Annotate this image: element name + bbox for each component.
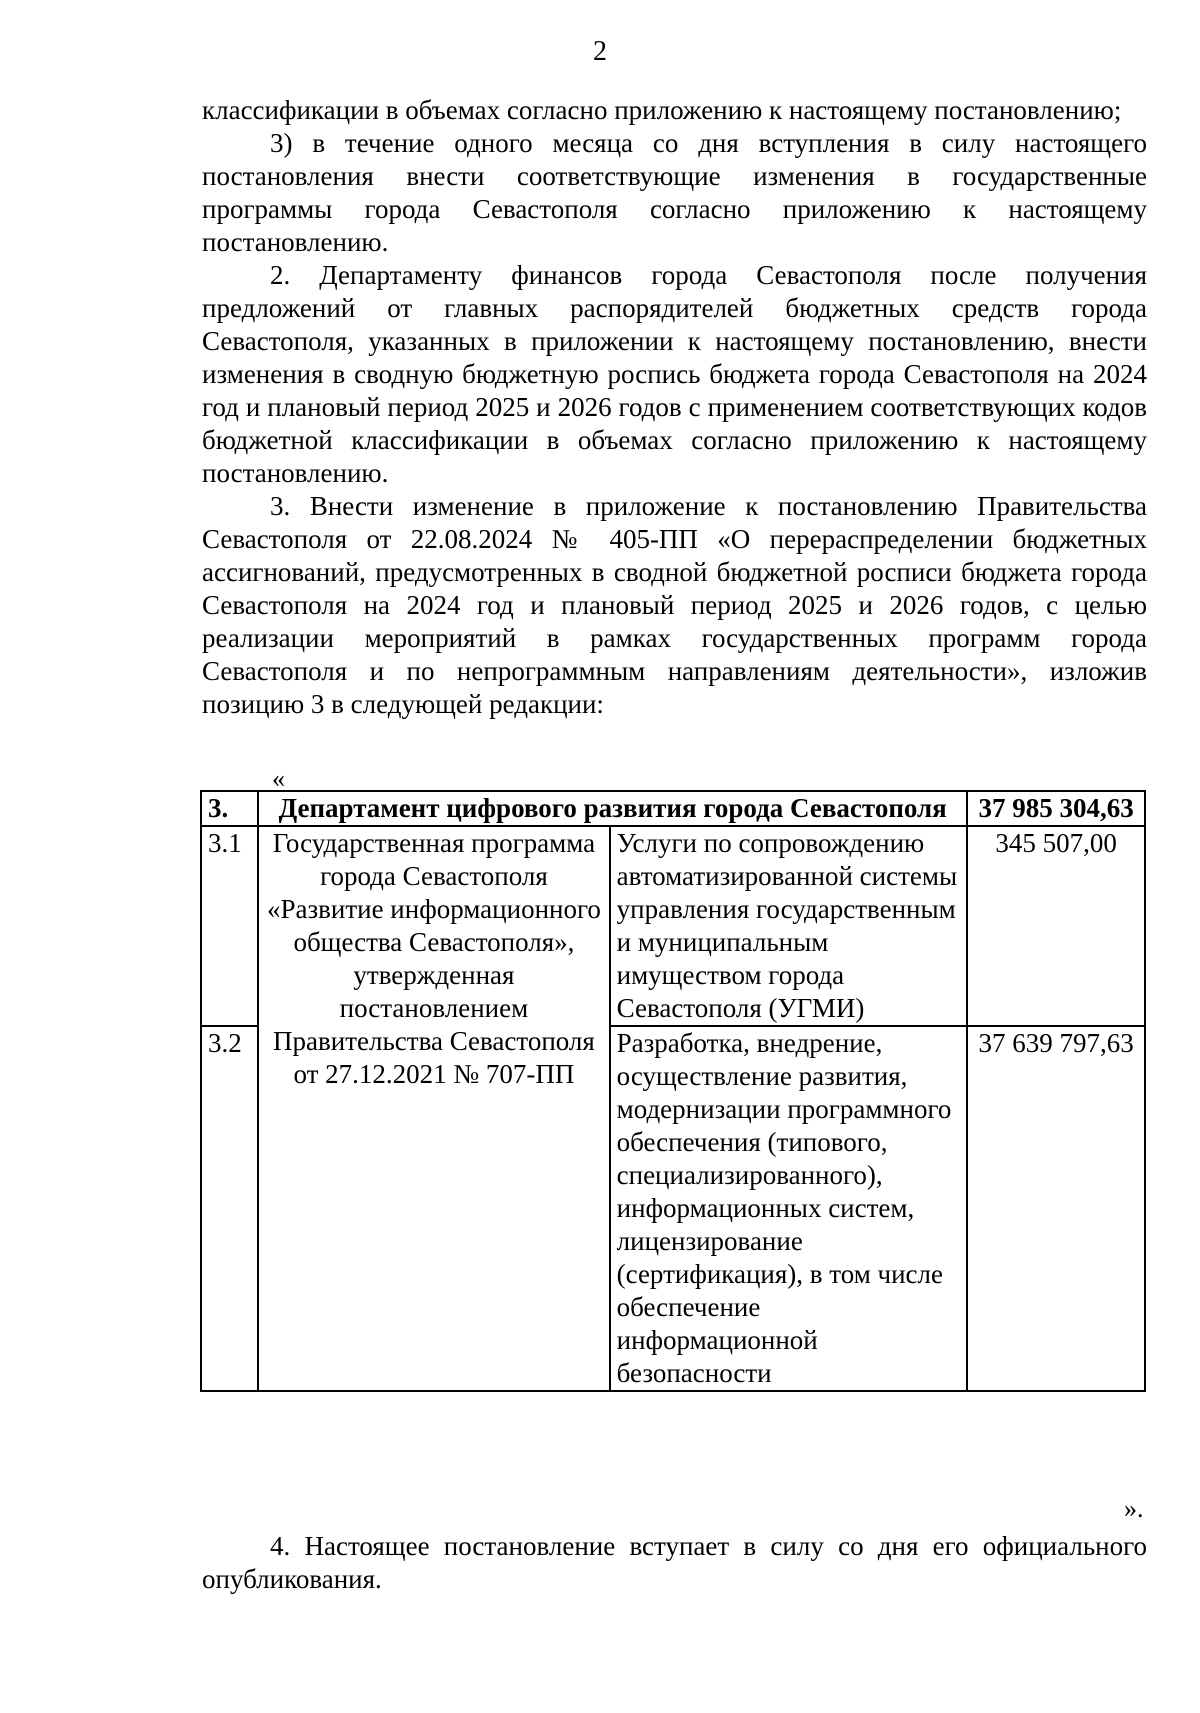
row-number-cell: 3.1 [201, 826, 258, 1026]
final-text [202, 1530, 1147, 1596]
row-number-cell: 3.2 [201, 1026, 258, 1391]
row-amount-cell: 345 507,00 [967, 826, 1145, 1026]
page-number: 2 [593, 36, 607, 67]
header-amount-cell: 37 985 304,63 [967, 791, 1145, 826]
budget-table [200, 790, 1146, 1392]
body-text [202, 94, 1147, 721]
paragraph: классификации в объемах согласно приложению к настоящему постановлению; [202, 95, 1122, 125]
program-cell: Государственная программа города Севастополя «Развитие информационного общества Севастополя», утвержденная постановлением Правительства Севастополя от 27.12.2021 № 707-ПП [258, 826, 609, 1391]
row-description-cell: Услуги по сопровождению автоматизированной системы управления государственным и муниципальным имуществом города Севастополя (УГМИ) [610, 826, 968, 1026]
header-title-cell: Департамент цифрового развития города Севастополя [258, 791, 967, 826]
paragraph: 3. Внести изменение в приложение к постановлению Правительства Севастополя от 22.08.2024 № 405-ПП «О перераспределении бюджетных ассигнований, предусмотренных в сводной бюджетной росписи бюджета города Севастополя на 2024 год и плановый период 2025 и 2026 годов, с целью реализации мероприятий в рамках государственных программ города Севастополя и по непрограммным направлениям деятельности», изложив позицию 3 в следующей редакции: [202, 491, 1147, 719]
paragraph: 3) в течение одного месяца со дня вступления в силу настоящего постановления внести соответствующие изменения в государственные программы города Севастополя согласно приложению к настоящему постановлению. [202, 128, 1147, 257]
row-amount-cell: 37 639 797,63 [967, 1026, 1145, 1391]
row-description-cell: Разработка, внедрение, осуществление развития, модернизации программного обеспечения (типового, специализированного), информационных систем, лицензирование (сертификация), в том числе обеспечение информационной безопасности [610, 1026, 968, 1391]
paragraph: 2. Департаменту финансов города Севастополя после получения предложений от главных распорядителей бюджетных средств города Севастополя, указанных в приложении к настоящему постановлению, внести изменения в сводную бюджетную роспись бюджета города Севастополя на 2024 год и плановый период 2025 и 2026 годов с применением соответствующих кодов бюджетной классификации в объемах согласно приложению к настоящему постановлению. [202, 260, 1147, 488]
closing-quote-mark: ». [1124, 1494, 1144, 1523]
paragraph: 4. Настоящее постановление вступает в силу со дня его официального опубликования. [202, 1531, 1147, 1594]
opening-quote-mark: « [272, 764, 285, 793]
header-number-cell: 3. [201, 791, 258, 826]
table-header-row [201, 791, 1145, 826]
table-row [201, 826, 1145, 1026]
